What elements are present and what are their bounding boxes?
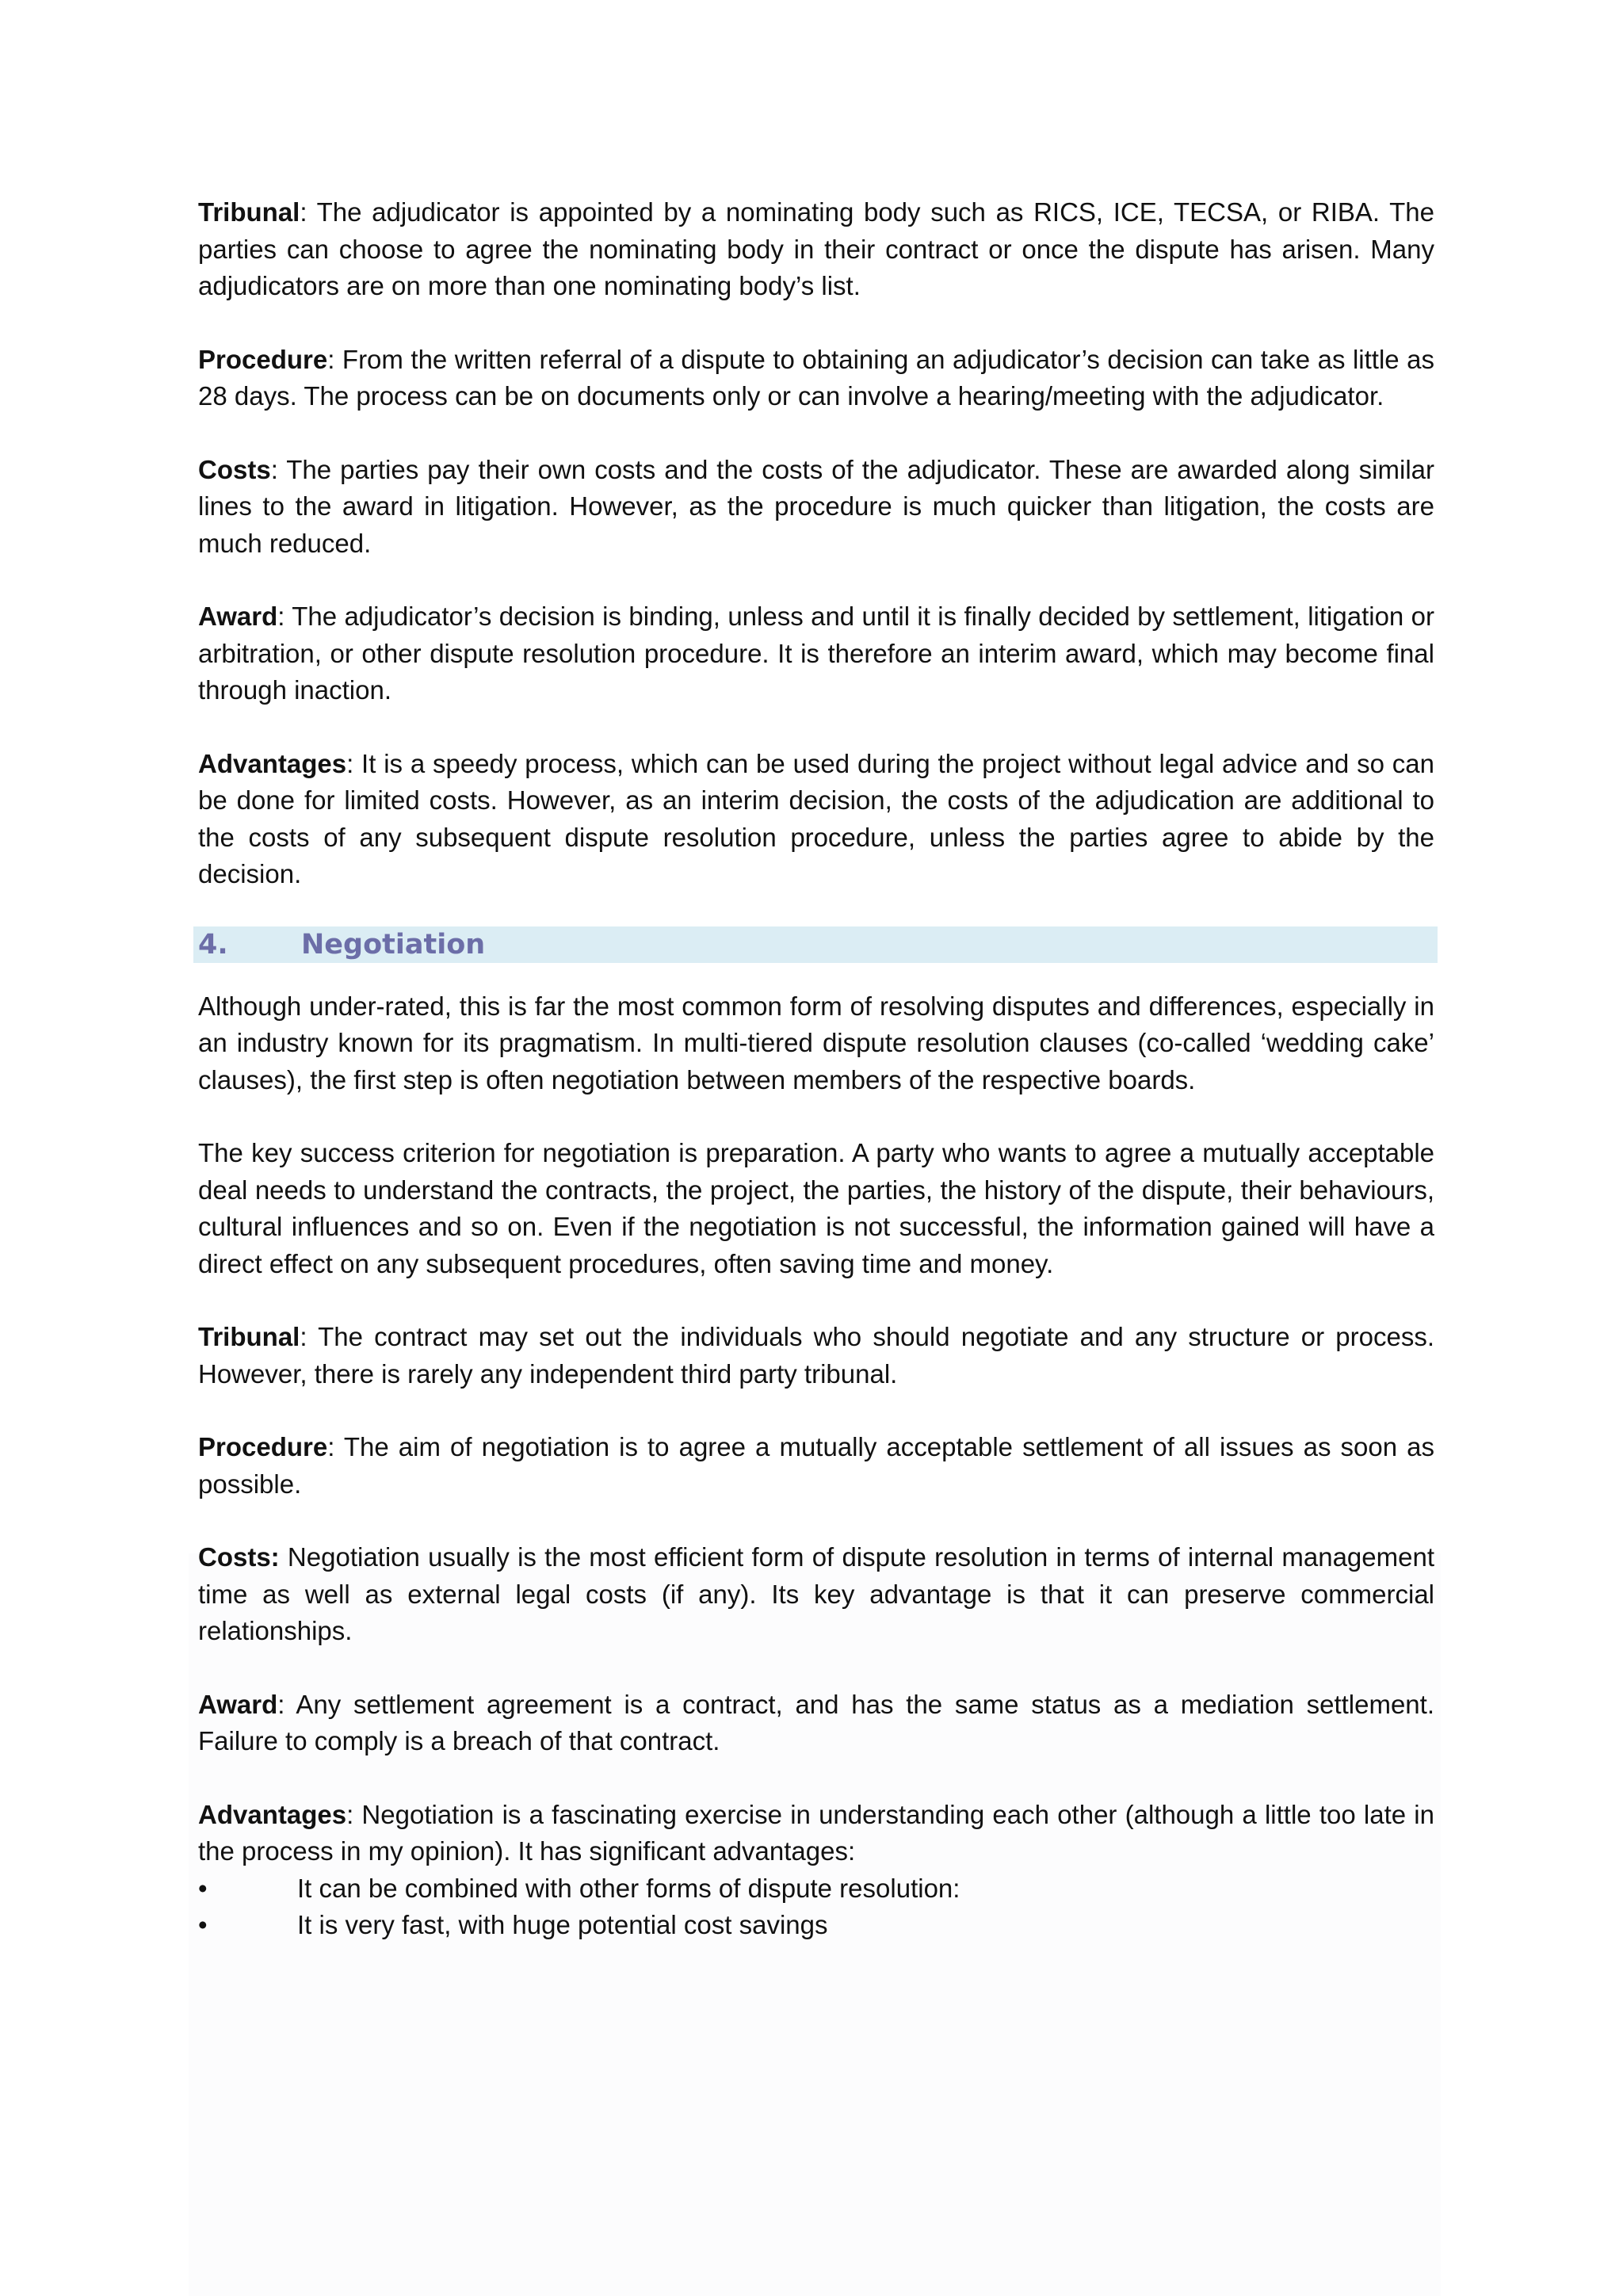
negotiation-procedure-paragraph [198,1429,1434,1503]
section-title: Negotiation [301,928,486,961]
paragraph-label: Tribunal [198,197,300,227]
adjudication-procedure-paragraph [198,342,1434,415]
paragraph-label: Award [198,602,278,631]
paragraph-label: Procedure [198,344,328,374]
negotiation-preparation-paragraph: The key success criterion for negotiation is preparation. A party who wants to agree a mutually acceptable deal needs to understand the contracts, the project, the parties, the history of the dispute, their behaviours, cultural influences and so on. Even if the negotiation is not successful, the information gained will have a direct effect on any subsequent procedures, often saving time and money. [198,1138,1434,1278]
paragraph-label: Costs: [198,1542,280,1572]
paragraph-text: : The aim of negotiation is to agree a mutually acceptable settlement of all issues as soon as possible. [198,1432,1434,1499]
bullet-text: It is very fast, with huge potential cost savings [297,1910,828,1939]
adjudication-advantages-paragraph [198,746,1434,893]
adjudication-tribunal-paragraph [198,194,1434,305]
list-item [198,1907,1434,1944]
paragraph-text: : The contract may set out the individuals who should negotiate and any structure or process. However, there is rarely any independent third party tribunal. [198,1322,1434,1389]
list-item [198,1870,1434,1908]
paragraph-label: Costs [198,454,271,484]
bullet-marker: • [198,1873,208,1903]
paragraph-label: Advantages [198,748,347,778]
bullet-marker: • [198,1910,208,1939]
negotiation-tribunal-paragraph [198,1319,1434,1392]
adjudication-costs-paragraph [198,452,1434,563]
bullet-text: It can be combined with other forms of dispute resolution: [297,1873,960,1903]
adjudication-award-paragraph [198,598,1434,709]
paragraph-text: : Any settlement agreement is a contract, and has the same status as a mediation settlement. Failure to comply is a breach of that contract. [198,1689,1434,1755]
negotiation-advantages-paragraph [198,1797,1434,1870]
page-content [198,194,1434,1944]
advantages-bullet-list [198,1870,1434,1944]
paragraph-label: Tribunal [198,1322,300,1351]
paragraph-text: : From the written referral of a dispute to obtaining an adjudicator’s decision can take as little as 28 days. The process can be on documents only or can involve a hearing/meeting with the adjudicator. [198,344,1434,411]
section-heading-negotiation [193,926,1438,963]
paragraph-label: Procedure [198,1432,328,1461]
negotiation-costs-paragraph [198,1539,1434,1650]
negotiation-award-paragraph [198,1687,1434,1760]
paragraph-text: : It is a speedy process, which can be used during the project without legal advice and so can be done for limited costs. However, as an interim decision, the costs of the adjudication are additional to the costs of any subsequent dispute resolution procedure, unless the parties agree to abide by the decision. [198,748,1434,888]
negotiation-intro-paragraph: Although under-rated, this is far the most common form of resolving disputes and differences, especially in an industry known for its pragmatism. In multi-tiered dispute resolution clauses (co-called ‘wedding cake’ clauses), the first step is often negotiation between members of the respective boards. [198,991,1434,1095]
paragraph-text: : Negotiation is a fascinating exercise in understanding each other (although a little too late in the process in my opinion). It has significant advantages: [198,1799,1434,1866]
paragraph-text: : The adjudicator’s decision is binding, unless and until it is finally decided by settlement, litigation or arbitration, or other dispute resolution procedure. It is therefore an interim award, which may become final through inaction. [198,602,1434,705]
paragraph-text: : The parties pay their own costs and the costs of the adjudicator. These are awarded along similar lines to the award in litigation. However, as the procedure is much quicker than litigation, the costs are much reduced. [198,454,1434,558]
paragraph-text: Negotiation usually is the most efficient form of dispute resolution in terms of internal management time as well as external legal costs (if any). Its key advantage is that it can preserve commercial relationships. [198,1542,1434,1645]
paragraph-label: Award [198,1689,278,1719]
paragraph-text: : The adjudicator is appointed by a nominating body such as RICS, ICE, TECSA, or RIBA. The parties can choose to agree the nominating body in their contract or once the dispute has arisen. Many adjudicators are on more than one nominating body’s list. [198,197,1434,300]
paragraph-label: Advantages [198,1799,347,1829]
section-number: 4. [198,928,228,961]
